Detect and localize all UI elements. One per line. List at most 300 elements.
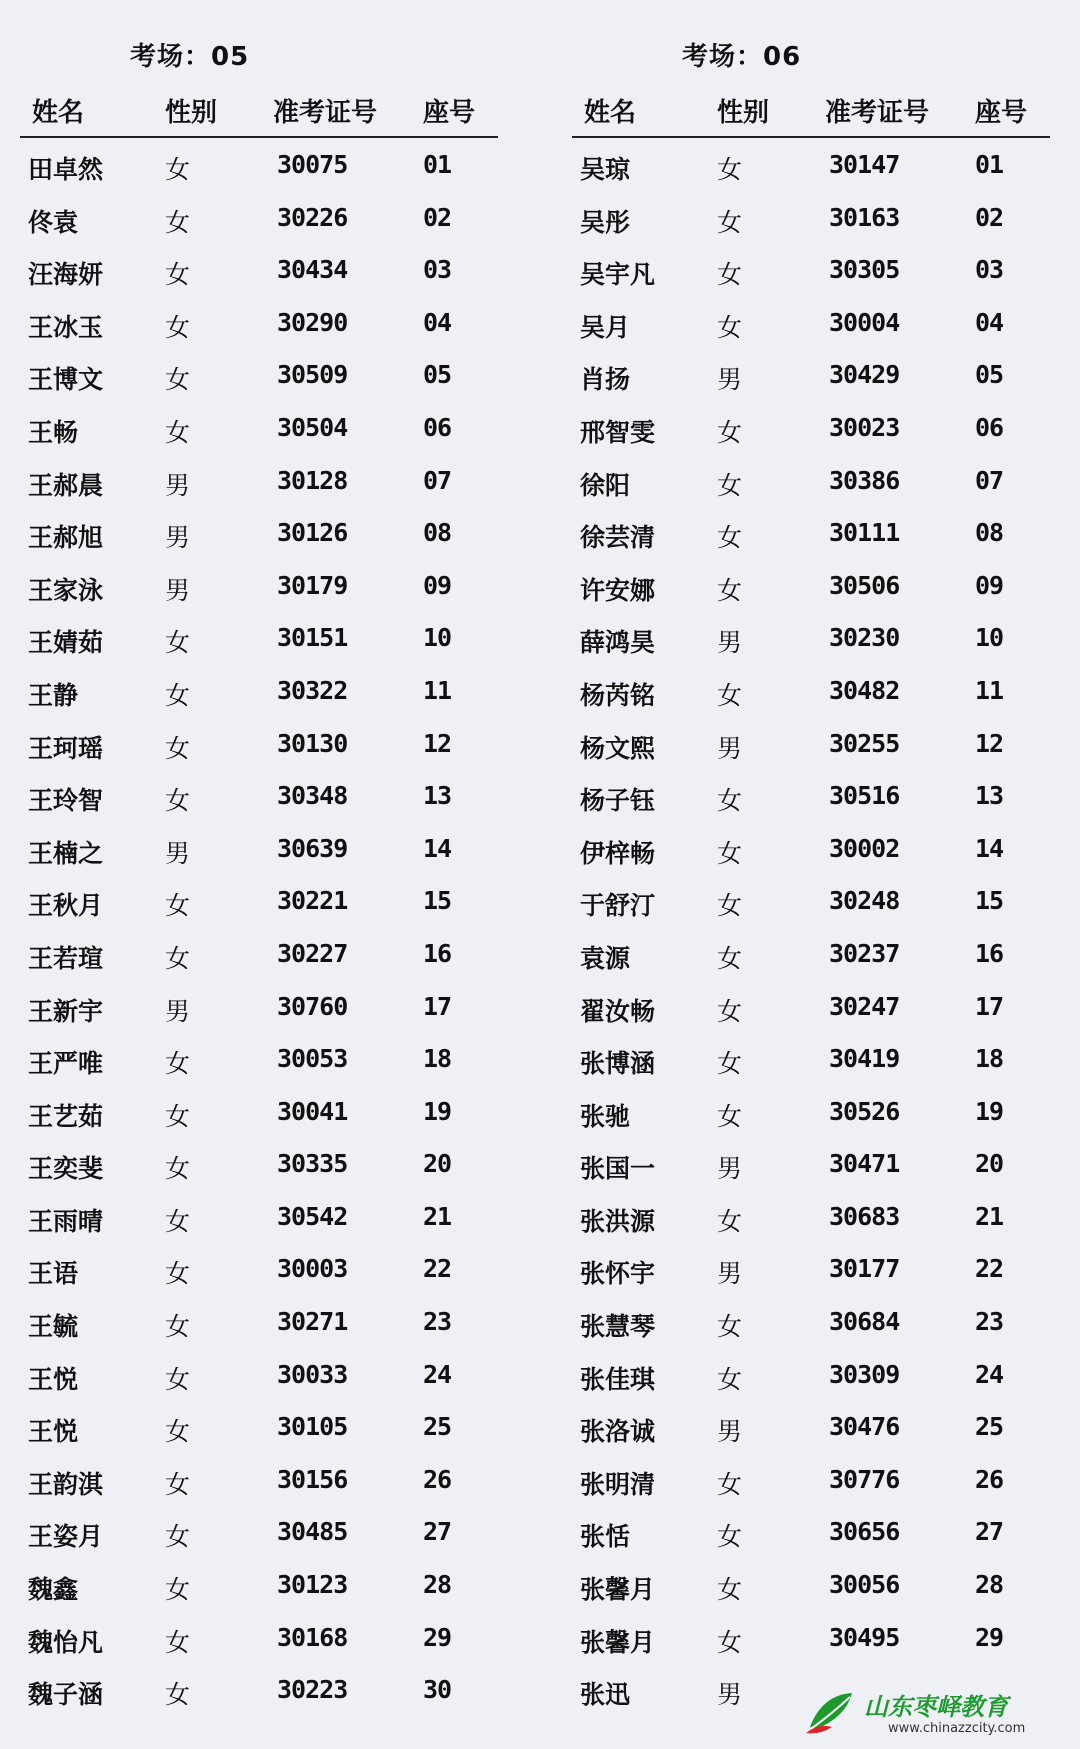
student-seat: 16 [975,938,1004,968]
student-exam-id: 30105 [277,1412,348,1442]
table-row [572,563,1050,616]
student-exam-id: 30033 [277,1359,348,1389]
watermark-url: www.chinazzcity.com [888,1721,1026,1736]
student-name: 汪海妍 [28,260,104,290]
student-seat: 13 [423,781,452,811]
header-seat: 座号 [423,98,476,128]
student-exam-id: 30163 [829,202,900,232]
table-row [20,352,498,405]
student-exam-id: 30322 [277,675,348,705]
student-gender: 女 [165,1312,191,1342]
table-row [572,247,1050,300]
student-name: 张怀宇 [580,1259,656,1289]
table-row [20,773,498,826]
student-gender: 女 [165,1259,191,1289]
student-gender: 女 [165,733,191,763]
student-seat: 15 [975,886,1004,916]
table-row [20,510,498,563]
student-exam-id: 30386 [829,465,900,495]
student-seat: 02 [975,202,1004,232]
student-seat: 04 [423,307,452,337]
student-gender: 女 [165,417,191,447]
table-row [572,1457,1050,1510]
student-exam-id: 30639 [277,833,348,863]
student-gender: 女 [717,1312,743,1342]
student-seat: 21 [975,1201,1004,1231]
student-seat: 17 [423,991,452,1021]
student-name: 魏鑫 [28,1575,79,1605]
table-row [572,1562,1050,1615]
student-seat: 14 [423,833,452,863]
table-row [572,668,1050,721]
student-gender: 女 [165,1627,191,1657]
table-row [20,1615,498,1668]
student-seat: 12 [975,728,1004,758]
table-header [572,86,1050,136]
student-gender: 女 [165,207,191,237]
student-gender: 女 [165,312,191,342]
student-seat: 28 [423,1570,452,1600]
student-name: 张馨月 [580,1627,656,1657]
student-seat: 25 [423,1412,452,1442]
header-exam-id: 准考证号 [273,98,378,128]
student-seat: 17 [975,991,1004,1021]
table-row [20,1246,498,1299]
student-name: 张慧琴 [580,1312,656,1342]
student-seat: 08 [423,518,452,548]
student-gender: 男 [165,838,191,868]
student-gender: 女 [165,260,191,290]
student-gender: 女 [717,1627,743,1657]
student-gender: 女 [717,838,743,868]
student-seat: 03 [423,255,452,285]
table-row [572,195,1050,248]
student-gender: 女 [717,312,743,342]
student-exam-id: 30255 [829,728,900,758]
student-seat: 20 [423,1149,452,1179]
student-name: 张佳琪 [580,1364,656,1394]
student-exam-id: 30309 [829,1359,900,1389]
student-gender: 女 [717,1101,743,1131]
table-row [20,1194,498,1247]
table-row [20,1352,498,1405]
student-exam-id: 30495 [829,1622,900,1652]
student-gender: 男 [717,1680,743,1710]
student-seat: 26 [975,1464,1004,1494]
student-exam-id: 30271 [277,1307,348,1337]
student-seat: 19 [423,1096,452,1126]
student-gender: 女 [717,523,743,553]
student-seat: 29 [423,1622,452,1652]
student-gender: 女 [717,260,743,290]
student-gender: 女 [165,1680,191,1710]
student-seat: 09 [975,570,1004,600]
student-exam-id: 30128 [277,465,348,495]
student-exam-id: 30223 [277,1675,348,1705]
student-name: 王郝晨 [28,470,104,500]
student-exam-id: 30023 [829,412,900,442]
table-row [572,984,1050,1037]
student-exam-id: 30419 [829,1044,900,1074]
student-name: 徐阳 [580,470,631,500]
student-seat: 07 [975,465,1004,495]
table-row [572,1509,1050,1562]
student-name: 肖扬 [580,365,631,395]
student-exam-id: 30485 [277,1517,348,1547]
student-seat: 05 [423,360,452,390]
student-gender: 女 [717,1206,743,1236]
student-gender: 男 [165,470,191,500]
table-row [572,1352,1050,1405]
student-name: 张迅 [580,1680,631,1710]
student-name: 王畅 [28,417,79,447]
student-gender: 女 [165,365,191,395]
student-name: 王玲智 [28,786,104,816]
student-name: 田卓然 [28,155,104,184]
header-gender: 性别 [165,98,218,128]
student-name: 张驰 [580,1101,631,1131]
student-exam-id: 30471 [829,1149,900,1179]
student-gender: 女 [717,1049,743,1079]
student-gender: 男 [717,365,743,395]
student-seat: 08 [975,518,1004,548]
student-gender: 女 [165,1206,191,1236]
student-seat: 30 [423,1675,452,1705]
student-seat: 12 [423,728,452,758]
table-row [572,826,1050,879]
table-row [20,1562,498,1615]
table-row [572,300,1050,353]
student-gender: 女 [165,1154,191,1184]
student-exam-id: 30075 [277,150,348,179]
student-gender: 男 [717,1154,743,1184]
student-name: 张国一 [580,1154,656,1184]
student-gender: 女 [165,1364,191,1394]
table-row [20,1404,498,1457]
student-name: 王博文 [28,365,104,395]
student-gender: 女 [717,996,743,1026]
table-row [572,352,1050,405]
student-exam-id: 30053 [277,1044,348,1074]
table-row [572,721,1050,774]
student-exam-id: 30237 [829,938,900,968]
table-row [572,931,1050,984]
header-seat: 座号 [975,98,1028,128]
student-gender: 女 [165,1575,191,1605]
table-row [20,247,498,300]
table-row [20,563,498,616]
student-gender: 男 [717,1259,743,1289]
student-gender: 女 [717,891,743,921]
student-exam-id: 30542 [277,1201,348,1231]
student-name: 薛鸿昊 [580,628,656,658]
student-exam-id: 30179 [277,570,348,600]
room-title: 考场：05 [130,42,250,72]
table-row [572,1299,1050,1352]
student-exam-id: 30776 [829,1464,900,1494]
table-row [20,1089,498,1142]
header-divider [572,136,1050,138]
student-exam-id: 30526 [829,1096,900,1126]
student-exam-id: 30003 [277,1254,348,1284]
student-name: 王雨晴 [28,1206,104,1236]
table-row [20,300,498,353]
header-exam-id: 准考证号 [825,98,930,128]
table-row [572,1036,1050,1089]
table-row [20,878,498,931]
student-gender: 女 [165,1101,191,1131]
student-gender: 女 [165,1522,191,1552]
student-name: 伊梓畅 [580,838,656,868]
student-gender: 女 [717,575,743,605]
student-seat: 22 [975,1254,1004,1284]
student-name: 张洛诚 [580,1417,656,1447]
student-exam-id: 30041 [277,1096,348,1126]
student-gender: 男 [717,733,743,763]
student-seat: 04 [975,307,1004,337]
student-name: 张恬 [580,1522,631,1552]
student-name: 翟汝畅 [580,996,656,1026]
student-gender: 男 [717,1417,743,1447]
student-name: 王毓 [28,1312,79,1342]
student-exam-id: 30683 [829,1201,900,1231]
student-name: 许安娜 [580,575,656,605]
student-name: 吴宇凡 [580,260,656,290]
table-row [572,142,1050,195]
student-gender: 女 [717,470,743,500]
student-seat: 01 [975,150,1004,179]
student-exam-id: 30168 [277,1622,348,1652]
student-seat: 11 [423,675,452,705]
student-name: 魏怡凡 [28,1627,104,1657]
student-seat: 02 [423,202,452,232]
student-exam-id: 30177 [829,1254,900,1284]
student-gender: 女 [717,943,743,973]
room-title: 考场：06 [682,42,802,72]
student-name: 吴彤 [580,207,631,237]
student-seat: 26 [423,1464,452,1494]
student-seat: 05 [975,360,1004,390]
table-row [20,1509,498,1562]
student-gender: 女 [717,155,743,184]
student-exam-id: 30147 [829,150,900,179]
student-exam-id: 30516 [829,781,900,811]
student-name: 王秋月 [28,891,104,921]
table-row [20,195,498,248]
student-exam-id: 30126 [277,518,348,548]
student-name: 王悦 [28,1417,79,1447]
student-name: 王艺茹 [28,1101,104,1131]
student-name: 王冰玉 [28,312,104,342]
table-row [572,878,1050,931]
student-gender: 女 [717,207,743,237]
student-seat: 23 [423,1307,452,1337]
student-list [572,142,1050,1720]
student-seat: 01 [423,150,452,179]
table-row [20,405,498,458]
student-exam-id: 30335 [277,1149,348,1179]
student-seat: 24 [975,1359,1004,1389]
student-name: 邢智雯 [580,417,656,447]
table-row [20,142,498,195]
student-gender: 女 [165,786,191,816]
student-gender: 女 [717,786,743,816]
student-exam-id: 30111 [829,518,900,548]
student-seat: 27 [423,1517,452,1547]
table-row [572,615,1050,668]
student-seat: 18 [975,1044,1004,1074]
table-row [20,1457,498,1510]
student-name: 王静 [28,680,79,710]
table-row [572,1089,1050,1142]
student-seat: 10 [423,623,452,653]
student-exam-id: 30227 [277,938,348,968]
student-name: 王珂瑶 [28,733,104,763]
table-row [20,1667,498,1720]
student-gender: 女 [717,1364,743,1394]
header-name: 姓名 [32,98,85,128]
student-seat: 22 [423,1254,452,1284]
student-exam-id: 30226 [277,202,348,232]
student-exam-id: 30504 [277,412,348,442]
student-name: 张明清 [580,1469,656,1499]
student-gender: 男 [165,996,191,1026]
student-gender: 女 [165,891,191,921]
student-seat: 14 [975,833,1004,863]
student-name: 王严唯 [28,1049,104,1079]
student-seat: 18 [423,1044,452,1074]
student-seat: 03 [975,255,1004,285]
student-gender: 女 [717,1469,743,1499]
student-gender: 女 [165,1417,191,1447]
student-seat: 06 [423,412,452,442]
student-gender: 女 [165,943,191,973]
table-row [572,405,1050,458]
student-exam-id: 30056 [829,1570,900,1600]
student-exam-id: 30482 [829,675,900,705]
student-exam-id: 30509 [277,360,348,390]
student-name: 王楠之 [28,838,104,868]
student-gender: 女 [165,1469,191,1499]
student-name: 王奕斐 [28,1154,104,1184]
table-row [20,458,498,511]
table-row [20,721,498,774]
table-row [20,931,498,984]
student-exam-id: 30230 [829,623,900,653]
student-exam-id: 30004 [829,307,900,337]
student-seat: 24 [423,1359,452,1389]
student-exam-id: 30348 [277,781,348,811]
student-gender: 女 [165,628,191,658]
table-row [572,1615,1050,1668]
table-row [20,668,498,721]
student-exam-id: 30305 [829,255,900,285]
student-seat: 23 [975,1307,1004,1337]
student-gender: 女 [165,680,191,710]
student-gender: 男 [165,523,191,553]
watermark-brand: 山东枣峄教育 [864,1693,1008,1721]
student-seat: 06 [975,412,1004,442]
student-name: 杨子钰 [580,786,656,816]
table-header [20,86,498,136]
student-exam-id: 30656 [829,1517,900,1547]
student-name: 王新宇 [28,996,104,1026]
table-row [572,510,1050,563]
student-name: 吴月 [580,312,631,342]
student-exam-id: 30002 [829,833,900,863]
student-exam-id: 30123 [277,1570,348,1600]
student-seat: 07 [423,465,452,495]
student-gender: 女 [717,1522,743,1552]
student-name: 徐芸清 [580,523,656,553]
student-name: 张博涵 [580,1049,656,1079]
table-row [20,615,498,668]
student-name: 王婧茹 [28,628,104,658]
student-seat: 27 [975,1517,1004,1547]
student-name: 王悦 [28,1364,79,1394]
student-gender: 女 [165,1049,191,1079]
header-gender: 性别 [717,98,770,128]
student-exam-id: 30247 [829,991,900,1021]
student-exam-id: 30151 [277,623,348,653]
student-name: 王韵淇 [28,1469,104,1499]
student-name: 杨文熙 [580,733,656,763]
student-exam-id: 30476 [829,1412,900,1442]
student-exam-id: 30156 [277,1464,348,1494]
watermark [802,1679,1074,1745]
student-seat: 19 [975,1096,1004,1126]
student-seat: 15 [423,886,452,916]
student-name: 袁源 [580,943,631,973]
student-name: 杨芮铭 [580,680,656,710]
student-seat: 09 [423,570,452,600]
student-name: 王郝旭 [28,523,104,553]
student-exam-id: 30290 [277,307,348,337]
table-row [20,1299,498,1352]
table-row [572,1141,1050,1194]
student-gender: 女 [165,155,191,184]
student-exam-id: 30221 [277,886,348,916]
student-seat: 21 [423,1201,452,1231]
student-name: 于舒汀 [580,891,656,921]
student-gender: 女 [717,417,743,447]
student-name: 王家泳 [28,575,104,605]
header-name: 姓名 [584,98,637,128]
student-exam-id: 30248 [829,886,900,916]
student-name: 吴琼 [580,155,631,184]
student-seat: 20 [975,1149,1004,1179]
student-exam-id: 30434 [277,255,348,285]
student-exam-id: 30684 [829,1307,900,1337]
table-row [20,1036,498,1089]
table-row [20,984,498,1037]
student-name: 魏子涵 [28,1680,104,1710]
student-gender: 男 [165,575,191,605]
student-exam-id: 30130 [277,728,348,758]
header-divider [20,136,498,138]
table-row [20,826,498,879]
student-name: 王若瑄 [28,943,104,973]
table-row [572,458,1050,511]
student-name: 王语 [28,1259,79,1289]
student-name: 佟袁 [28,207,79,237]
student-seat: 16 [423,938,452,968]
student-seat: 28 [975,1570,1004,1600]
student-gender: 男 [717,628,743,658]
student-name: 张洪源 [580,1206,656,1236]
student-name: 张馨月 [580,1575,656,1605]
student-seat: 13 [975,781,1004,811]
